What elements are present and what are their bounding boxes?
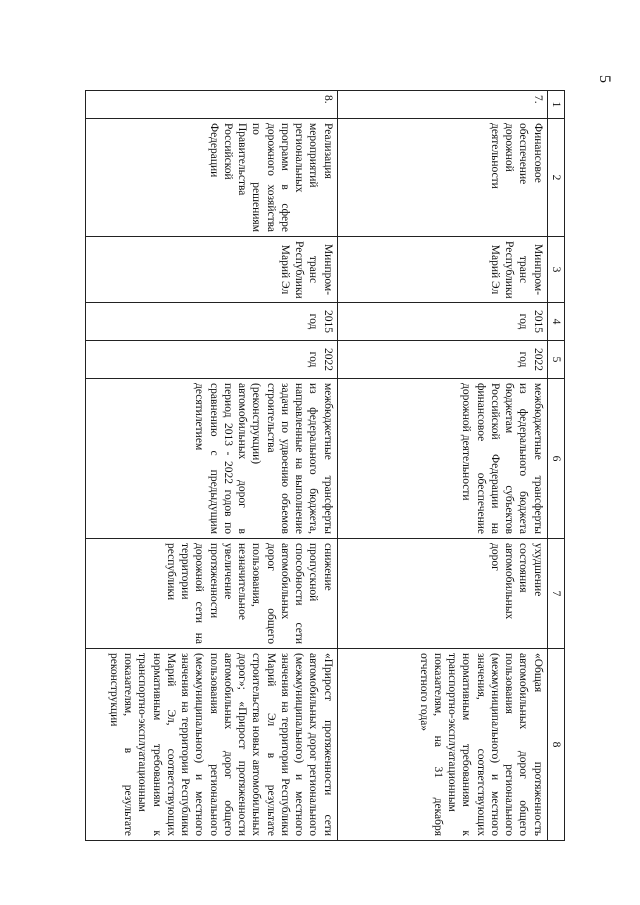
header-col-8: 8	[547, 649, 564, 841]
consequence: ухудшение состояния автомобильных дорог	[337, 539, 547, 649]
measures-table	[85, 90, 565, 841]
table-row	[86, 91, 338, 841]
header-col-3: 3	[547, 237, 564, 303]
mechanism: межбюджетные трансферты из федерального бюджета бюджетам субъектов Российской Федерации на финансовое обеспечение дорожной деятельности	[337, 379, 547, 539]
start-year: 2015 год	[86, 303, 338, 341]
measure-name: Реализация мероприятий региональных программ в сфере дорожного хозяйства по решениям Правительства Российской Федерации	[86, 119, 338, 237]
consequence: снижение пропускной способности сети автомобильных дорог общего пользования, незначительное увеличение протяженности дорожной сети на территории республики	[86, 539, 338, 649]
mechanism: межбюджетные трансферты из федерального бюджета, направленные на выполнение задачи по удвоению объемов строительства (реконструкции) автомобильных дорог в период 2013 - 2022 годов по сравнению с предыдущим десятилетием	[86, 379, 338, 539]
start-year: 2015 год	[337, 303, 547, 341]
header-col-4: 4	[547, 303, 564, 341]
header-row	[547, 91, 564, 841]
table-row	[337, 91, 547, 841]
executor: Минпром-транс Республики Марий Эл	[337, 237, 547, 303]
indicator: «Прирост протяженности сети автомобильных дорог регионального (межмуниципального) и местного значения на территории Республики Марий Эл в результате строительства новых автомобильных дорог»; «Прирост протяженности автомобильных дорог общего пользования регионального (межмуниципального) и местного значения на территории Республики Марий Эл, соответствующих нормативным требованиям к транспортно-эксплуатационным показателям, в результате реконструкции	[86, 649, 338, 841]
row-number: 7.	[337, 91, 547, 119]
header-col-1: 1	[547, 91, 564, 119]
rotated-table-container	[85, 90, 565, 840]
end-year: 2022 год	[337, 341, 547, 379]
header-col-7: 7	[547, 539, 564, 649]
row-number: 8.	[86, 91, 338, 119]
header-col-5: 5	[547, 341, 564, 379]
measure-name: Финансовое обеспечение дорожной деятельности	[337, 119, 547, 237]
header-col-2: 2	[547, 119, 564, 237]
page-number: 5	[596, 75, 613, 83]
executor: Минпром-транс Республики Марий Эл	[86, 237, 338, 303]
header-col-6: 6	[547, 379, 564, 539]
end-year: 2022 год	[86, 341, 338, 379]
indicator: «Общая протяженность автомобильных дорог общего пользования регионального (межмуниципального) и местного значения, соответствующих нормативным требованиям к транспортно-эксплуатационным показателям, на 31 декабря отчетного года»	[337, 649, 547, 841]
